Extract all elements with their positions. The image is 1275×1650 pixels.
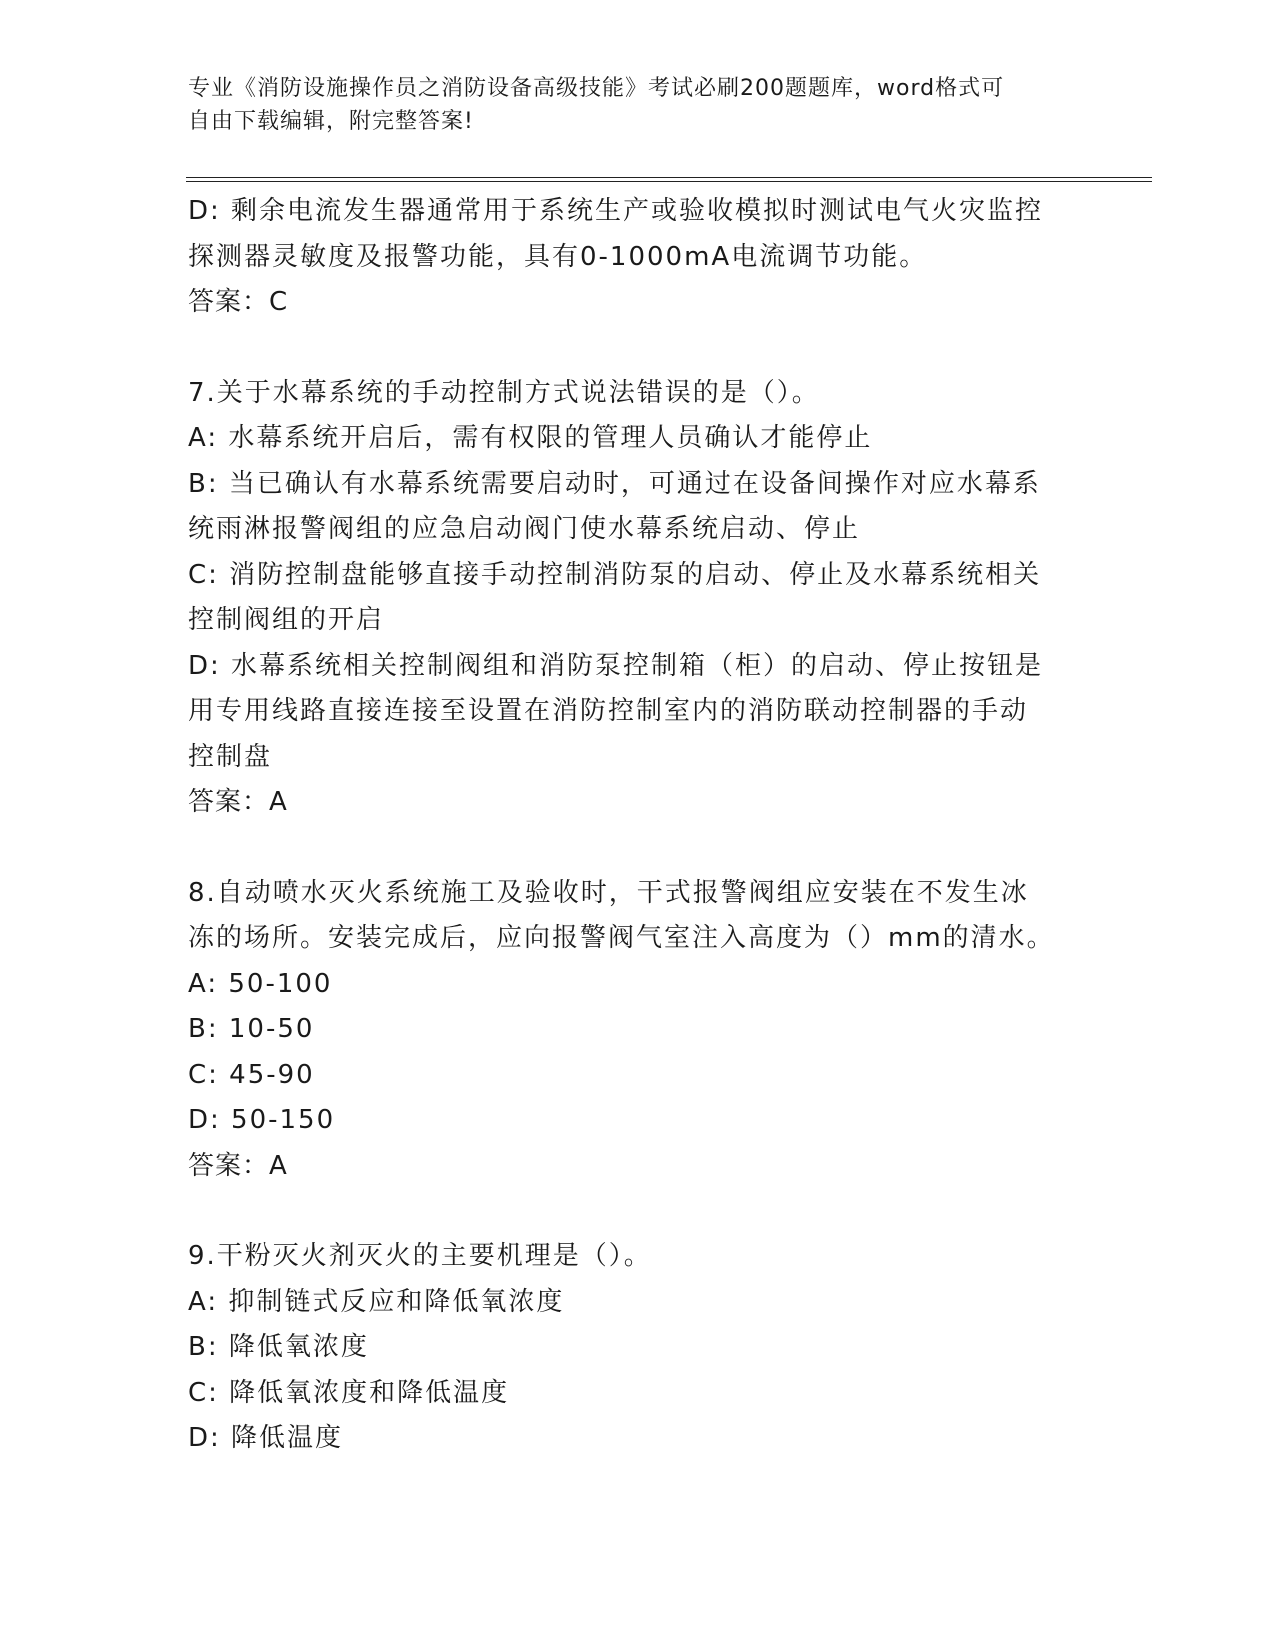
option-b: B: 10-50: [188, 1014, 315, 1044]
option-a: A: 50-100: [188, 968, 333, 999]
page-header: [188, 72, 1068, 138]
option-c-cont: 控制阀组的开启: [188, 605, 385, 635]
option-d-cont: 探测器灵敏度及报警功能，具有0-1000mA电流调节功能。: [188, 241, 928, 272]
option-a: A: 抑制链式反应和降低氧浓度: [188, 1286, 565, 1317]
question-9: [188, 1234, 1088, 1462]
header-line-1: 专业《消防设施操作员之消防设备高级技能》考试必刷200题题库，word格式可: [188, 76, 1005, 101]
option-b: B: 当已确认有水幕系统需要启动时，可通过在设备间操作对应水幕系: [188, 468, 1041, 499]
question-stem-cont: 冻的场所。安装完成后，应向报警阀气室注入高度为（）mm的清水。: [188, 923, 1055, 953]
question-7: [188, 371, 1088, 826]
option-b-cont: 统雨淋报警阀组的应急启动阀门使水幕系统启动、停止: [188, 514, 861, 544]
answer: 答案：C: [188, 287, 289, 317]
option-a: A: 水幕系统开启后，需有权限的管理人员确认才能停止: [188, 423, 873, 453]
option-d-cont: 控制盘: [188, 741, 273, 772]
option-d: D: 水幕系统相关控制阀组和消防泵控制箱（柜）的启动、停止按钮是: [188, 650, 1044, 681]
spacer: [188, 826, 1088, 871]
spacer: [188, 1189, 1088, 1234]
option-b: B: 降低氧浓度: [188, 1332, 369, 1362]
question-stem: 7.关于水幕系统的手动控制方式说法错误的是（）。: [188, 377, 820, 408]
question-6-tail: [188, 189, 1088, 326]
question-stem: 8.自动喷水灭火系统施工及验收时，干式报警阀组应安装在不发生冰: [188, 877, 1029, 908]
option-d: D: 50-150: [188, 1105, 336, 1135]
header-line-2: 自由下载编辑，附完整答案!: [188, 109, 474, 134]
option-d: D: 降低温度: [188, 1423, 344, 1453]
answer: 答案：A: [188, 787, 288, 817]
option-c: C: 降低氧浓度和降低温度: [188, 1377, 510, 1408]
answer: 答案：A: [188, 1150, 288, 1181]
question-list: [188, 189, 1088, 1462]
question-stem: 9.干粉灭火剂灭火的主要机理是（）。: [188, 1241, 652, 1271]
option-d-cont: 用专用线路直接连接至设置在消防控制室内的消防联动控制器的手动: [188, 696, 1029, 726]
spacer: [188, 326, 1088, 371]
option-d: D: 剩余电流发生器通常用于系统生产或验收模拟时测试电气火灾监控: [188, 196, 1044, 226]
option-c: C: 消防控制盘能够直接手动控制消防泵的启动、停止及水幕系统相关: [188, 559, 1042, 590]
header-divider: [186, 177, 1152, 182]
option-c: C: 45-90: [188, 1059, 315, 1090]
question-8: [188, 871, 1088, 1190]
